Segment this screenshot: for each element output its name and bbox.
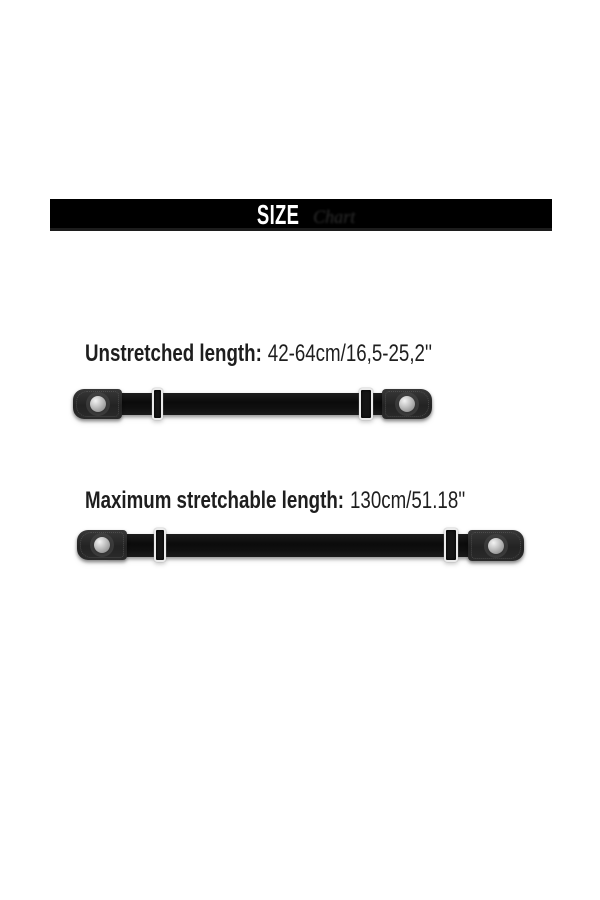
unstretched-length-value: 42-64cm/16,5-25,2'' — [267, 340, 433, 367]
belt-left-leather-tab — [73, 389, 122, 419]
slider-buckle-right-icon — [444, 528, 458, 562]
snap-rivet-icon — [399, 396, 415, 412]
belt-unstretched-illustration — [73, 388, 432, 420]
slider-buckle-left-icon — [154, 528, 166, 562]
size-banner-ghost-text: Chart — [313, 206, 356, 228]
belt-right-leather-tab — [382, 389, 432, 419]
slider-buckle-right-icon — [359, 388, 373, 420]
size-banner-title: SIZE — [256, 199, 300, 230]
unstretched-length-label-title: Unstretched length: — [85, 340, 262, 367]
max-stretchable-length-label-title: Maximum stretchable length: — [85, 487, 345, 514]
belt-stretched-maximum-illustration — [77, 528, 524, 562]
belt-left-leather-tab — [77, 530, 127, 560]
slider-buckle-left-icon — [152, 388, 163, 420]
max-stretchable-length-value: 130cm/51.18'' — [349, 487, 466, 514]
belt-right-leather-tab — [468, 530, 524, 561]
snap-rivet-icon — [94, 537, 110, 553]
snap-rivet-icon — [90, 396, 106, 412]
belt-strap — [103, 393, 390, 415]
snap-rivet-icon — [488, 538, 504, 554]
max-stretchable-length-label — [85, 487, 465, 515]
size-banner — [50, 199, 552, 231]
unstretched-length-label — [85, 340, 432, 368]
